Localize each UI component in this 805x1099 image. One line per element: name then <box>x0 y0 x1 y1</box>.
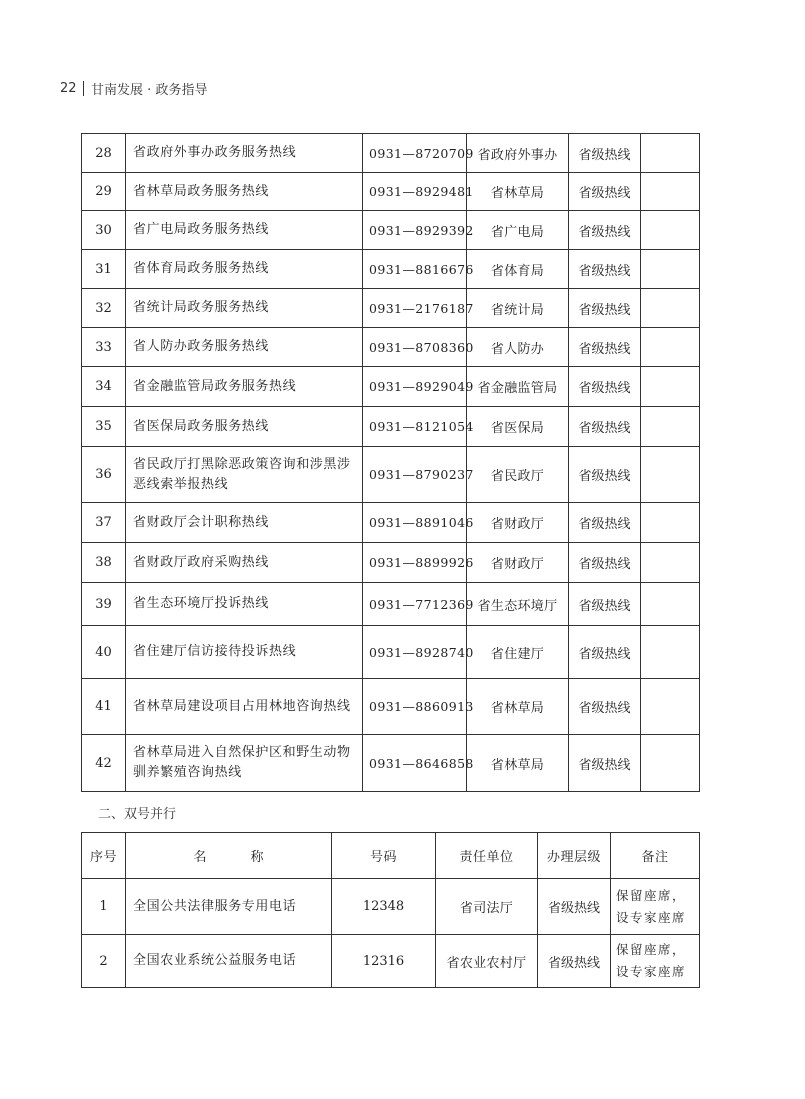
handling-level: 省级热线 <box>569 679 641 735</box>
remark <box>641 543 700 583</box>
handling-level: 省级热线 <box>569 583 641 626</box>
handling-level: 省级热线 <box>569 328 641 367</box>
responsible-unit: 省财政厅 <box>467 543 569 583</box>
hotline-name: 省财政厅政府采购热线 <box>126 543 363 583</box>
handling-level: 省级热线 <box>569 134 641 173</box>
hotline-name: 省医保局政务服务热线 <box>126 407 363 447</box>
table-row <box>82 173 700 211</box>
hotline-name: 全国公共法律服务专用电话 <box>126 879 332 935</box>
remark <box>641 211 700 250</box>
table-header-row <box>82 833 700 879</box>
hotline-name: 省民政厅打黑除恶政策咨询和涉黑涉恶线索举报热线 <box>126 447 363 503</box>
row-number: 34 <box>82 367 126 407</box>
row-number: 33 <box>82 328 126 367</box>
dual-number-table <box>81 832 700 988</box>
publication-title: 甘南发展 · 政务指导 <box>91 82 208 98</box>
responsible-unit: 省司法厅 <box>436 879 538 935</box>
handling-level: 省级热线 <box>538 935 611 988</box>
table-row <box>82 626 700 679</box>
remark <box>641 328 700 367</box>
table-row <box>82 543 700 583</box>
hotline-name: 省林草局建设项目占用林地咨询热线 <box>126 679 363 735</box>
phone-number: 0931—8720709 <box>363 134 467 173</box>
handling-level: 省级热线 <box>569 447 641 503</box>
remark <box>641 407 700 447</box>
phone-number: 12316 <box>332 935 436 988</box>
hotline-name: 省林草局进入自然保护区和野生动物驯养繁殖咨询热线 <box>126 735 363 792</box>
responsible-unit: 省医保局 <box>467 407 569 447</box>
phone-number: 0931—8816676 <box>363 250 467 289</box>
row-number: 35 <box>82 407 126 447</box>
column-header-name: 名称 <box>126 833 332 879</box>
remark <box>641 735 700 792</box>
table-row <box>82 735 700 792</box>
hotline-name: 省金融监管局政务服务热线 <box>126 367 363 407</box>
responsible-unit: 省统计局 <box>467 289 569 328</box>
handling-level: 省级热线 <box>569 250 641 289</box>
row-number: 32 <box>82 289 126 328</box>
phone-number: 0931—7712369 <box>363 583 467 626</box>
hotline-table-continued <box>81 133 700 792</box>
remark <box>641 447 700 503</box>
phone-number: 0931—8929392 <box>363 211 467 250</box>
hotline-name: 省生态环境厅投诉热线 <box>126 583 363 626</box>
table-row <box>82 328 700 367</box>
section-heading: 二、双号并行 <box>98 807 177 822</box>
column-header-level: 办理层级 <box>538 833 611 879</box>
hotline-name: 省林草局政务服务热线 <box>126 173 363 211</box>
table-row <box>82 407 700 447</box>
responsible-unit: 省生态环境厅 <box>467 583 569 626</box>
responsible-unit: 省林草局 <box>467 735 569 792</box>
remark <box>641 679 700 735</box>
phone-number: 0931—8708360 <box>363 328 467 367</box>
handling-level: 省级热线 <box>569 543 641 583</box>
row-number: 39 <box>82 583 126 626</box>
remark <box>641 367 700 407</box>
remark <box>641 134 700 173</box>
hotline-name: 省广电局政务服务热线 <box>126 211 363 250</box>
handling-level: 省级热线 <box>569 503 641 543</box>
table-row <box>82 367 700 407</box>
page-header <box>60 79 207 97</box>
hotline-name: 全国农业系统公益服务电话 <box>126 935 332 988</box>
handling-level: 省级热线 <box>569 367 641 407</box>
handling-level: 省级热线 <box>569 289 641 328</box>
responsible-unit: 省林草局 <box>467 173 569 211</box>
table-row <box>82 679 700 735</box>
handling-level: 省级热线 <box>569 735 641 792</box>
remark <box>641 173 700 211</box>
table-row <box>82 447 700 503</box>
phone-number: 12348 <box>332 879 436 935</box>
responsible-unit: 省林草局 <box>467 679 569 735</box>
handling-level: 省级热线 <box>569 407 641 447</box>
phone-number: 0931—8928740 <box>363 626 467 679</box>
table-row <box>82 211 700 250</box>
responsible-unit: 省民政厅 <box>467 447 569 503</box>
table-row <box>82 583 700 626</box>
responsible-unit: 省住建厅 <box>467 626 569 679</box>
responsible-unit: 省金融监管局 <box>467 367 569 407</box>
table-row <box>82 503 700 543</box>
table-row <box>82 289 700 328</box>
hotline-name: 省住建厅信访接待投诉热线 <box>126 626 363 679</box>
phone-number: 0931—8891046 <box>363 503 467 543</box>
responsible-unit: 省财政厅 <box>467 503 569 543</box>
table-row <box>82 935 700 988</box>
hotline-name: 省统计局政务服务热线 <box>126 289 363 328</box>
row-number: 28 <box>82 134 126 173</box>
remark <box>641 289 700 328</box>
handling-level: 省级热线 <box>538 879 611 935</box>
hotline-name: 省人防办政务服务热线 <box>126 328 363 367</box>
phone-number: 0931—8121054 <box>363 407 467 447</box>
row-number: 42 <box>82 735 126 792</box>
column-header-phone: 号码 <box>332 833 436 879</box>
table-row <box>82 250 700 289</box>
row-number: 31 <box>82 250 126 289</box>
remark <box>641 583 700 626</box>
row-number: 1 <box>82 879 126 935</box>
phone-number: 0931—8790237 <box>363 447 467 503</box>
phone-number: 0931—8646858 <box>363 735 467 792</box>
table-row <box>82 134 700 173</box>
column-header-no: 序号 <box>82 833 126 879</box>
column-header-note: 备注 <box>611 833 700 879</box>
responsible-unit: 省政府外事办 <box>467 134 569 173</box>
handling-level: 省级热线 <box>569 626 641 679</box>
remark: 保留座席，设专家座席 <box>611 879 700 935</box>
row-number: 41 <box>82 679 126 735</box>
remark <box>641 250 700 289</box>
row-number: 37 <box>82 503 126 543</box>
handling-level: 省级热线 <box>569 211 641 250</box>
row-number: 29 <box>82 173 126 211</box>
row-number: 36 <box>82 447 126 503</box>
remark <box>641 626 700 679</box>
phone-number: 0931—8929049 <box>363 367 467 407</box>
phone-number: 0931—8899926 <box>363 543 467 583</box>
handling-level: 省级热线 <box>569 173 641 211</box>
header-divider <box>83 81 85 96</box>
responsible-unit: 省人防办 <box>467 328 569 367</box>
phone-number: 0931—8860913 <box>363 679 467 735</box>
remark: 保留座席，设专家座席 <box>611 935 700 988</box>
row-number: 2 <box>82 935 126 988</box>
phone-number: 0931—8929481 <box>363 173 467 211</box>
row-number: 40 <box>82 626 126 679</box>
page-number: 22 <box>60 80 77 96</box>
responsible-unit: 省体育局 <box>467 250 569 289</box>
hotline-name: 省财政厅会计职称热线 <box>126 503 363 543</box>
phone-number: 0931—2176187 <box>363 289 467 328</box>
hotline-name: 省体育局政务服务热线 <box>126 250 363 289</box>
column-header-unit: 责任单位 <box>436 833 538 879</box>
row-number: 30 <box>82 211 126 250</box>
responsible-unit: 省广电局 <box>467 211 569 250</box>
remark <box>641 503 700 543</box>
hotline-name: 省政府外事办政务服务热线 <box>126 134 363 173</box>
row-number: 38 <box>82 543 126 583</box>
responsible-unit: 省农业农村厅 <box>436 935 538 988</box>
table-row <box>82 879 700 935</box>
